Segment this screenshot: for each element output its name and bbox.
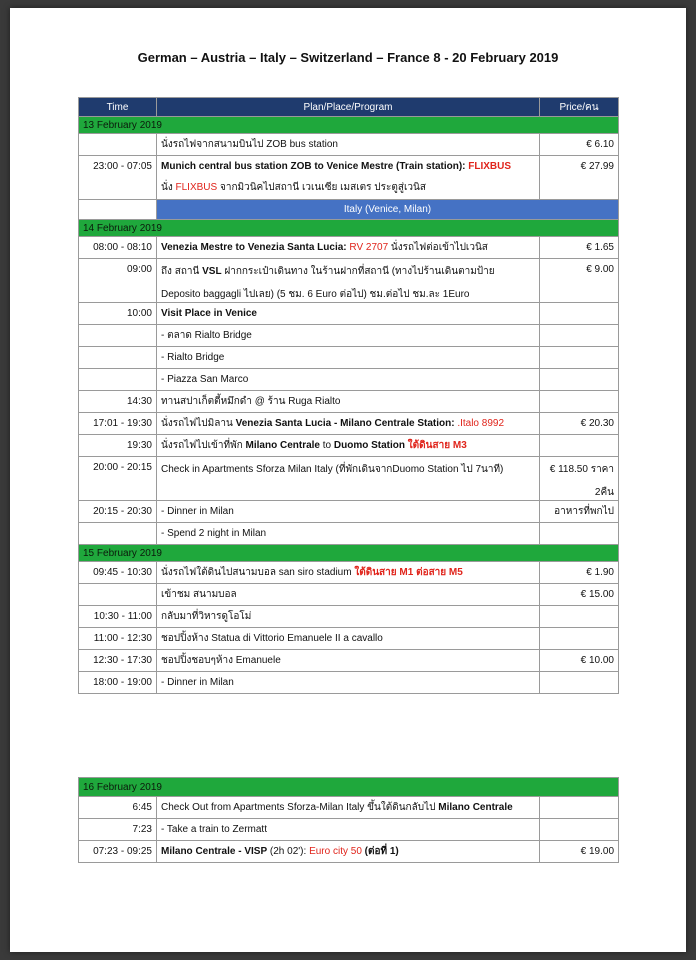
price-cell xyxy=(540,523,619,545)
plan-text: Deposito baggagli ไปเลย) (5 ชม. 6 Euro ต่อไป) ชม.ต่อไป ชม.ละ 1Euro xyxy=(161,289,470,300)
plan-text: Check Out from Apartments Sforza-Milan Italy ขึ้นใต้ดินกลับไป xyxy=(161,802,439,813)
time-cell xyxy=(79,584,157,606)
table-row xyxy=(79,841,619,863)
itinerary-table-continued xyxy=(78,777,619,863)
table-row xyxy=(79,584,619,606)
date-row xyxy=(79,778,619,797)
table-row xyxy=(79,606,619,628)
table-row xyxy=(79,501,619,523)
plan-cell: - Spend 2 night in Milan xyxy=(157,523,540,545)
table-row xyxy=(79,650,619,672)
plan-text: นั่ง xyxy=(161,182,176,193)
plan-text: Munich central bus station ZOB to Venice Mestre (Train station): xyxy=(161,161,469,172)
time-cell xyxy=(79,347,157,369)
plan-highlight: ใต้ดินสาย M3 xyxy=(407,440,467,451)
price-text: 2คืน xyxy=(594,487,614,498)
time-cell: 20:15 - 20:30 xyxy=(79,501,157,523)
price-cell xyxy=(540,457,619,501)
plan-cell: - Piazza San Marco xyxy=(157,369,540,391)
time-cell: 12:30 - 17:30 xyxy=(79,650,157,672)
region-spacer xyxy=(79,200,157,220)
price-cell xyxy=(540,628,619,650)
table-row xyxy=(79,413,619,435)
time-cell: 23:00 - 07:05 xyxy=(79,156,157,200)
date-label: 15 February 2019 xyxy=(79,545,619,562)
time-cell: 09:45 - 10:30 xyxy=(79,562,157,584)
plan-text: ฝากกระเป๋าเดินทาง ในร้านฝากที่สถานี (ทางไปร้านเดินตามป้าย xyxy=(221,266,495,277)
plan-cell: ชอปปิ้งห้าง Statua di Vittorio Emanuele II a cavallo xyxy=(157,628,540,650)
plan-cell: - Take a train to Zermatt xyxy=(157,819,540,841)
time-cell xyxy=(79,369,157,391)
table-row xyxy=(79,237,619,259)
plan-cell xyxy=(157,413,540,435)
time-cell: 10:00 xyxy=(79,303,157,325)
table-row xyxy=(79,156,619,200)
plan-cell xyxy=(157,237,540,259)
price-cell xyxy=(540,435,619,457)
plan-cell: - Dinner in Milan xyxy=(157,672,540,694)
plan-cell: เข้าชม สนามบอล xyxy=(157,584,540,606)
time-cell: 10:30 - 11:00 xyxy=(79,606,157,628)
price-cell xyxy=(540,797,619,819)
table-row xyxy=(79,562,619,584)
plan-cell: ชอปปิ้งชอบๆห้าง Emanuele xyxy=(157,650,540,672)
plan-cell: กลับมาที่วิหารดูโอโม่ xyxy=(157,606,540,628)
time-cell: 7:23 xyxy=(79,819,157,841)
plan-text: Milano Centrale - VISP xyxy=(161,846,268,857)
plan-text: VSL xyxy=(202,266,222,277)
price-cell: € 10.00 xyxy=(540,650,619,672)
time-cell: 11:00 - 12:30 xyxy=(79,628,157,650)
itinerary-table xyxy=(78,97,619,694)
table-row xyxy=(79,819,619,841)
price-cell xyxy=(540,347,619,369)
table-row xyxy=(79,134,619,156)
plan-highlight: FLIXBUS xyxy=(175,182,218,193)
price-cell: € 6.10 xyxy=(540,134,619,156)
price-cell: € 9.00 xyxy=(540,259,619,303)
table-row xyxy=(79,523,619,545)
table-row xyxy=(79,369,619,391)
table-row xyxy=(79,303,619,325)
plan-text: Venezia Mestre to Venezia Santa Lucia: xyxy=(161,242,350,253)
time-cell xyxy=(79,325,157,347)
plan-cell xyxy=(157,797,540,819)
plan-cell xyxy=(157,562,540,584)
price-cell: € 19.00 xyxy=(540,841,619,863)
table-row xyxy=(79,628,619,650)
plan-text: (2h 02'): xyxy=(267,846,310,857)
plan-highlight: ใต้ดินสาย M1 ต่อสาย M5 xyxy=(354,567,463,578)
price-cell: € 1.65 xyxy=(540,237,619,259)
plan-text: ถึง สถานี xyxy=(161,266,203,277)
price-cell xyxy=(540,369,619,391)
time-cell xyxy=(79,134,157,156)
price-cell: อาหารที่พกไป xyxy=(540,501,619,523)
header-time: Time xyxy=(79,98,157,117)
plan-highlight: FLIXBUS xyxy=(468,161,512,172)
plan-text: นั่งรถไฟต่อเข้าไปเวนิส xyxy=(388,242,488,253)
plan-cell xyxy=(157,841,540,863)
price-cell: € 20.30 xyxy=(540,413,619,435)
table-row xyxy=(79,391,619,413)
time-cell: 6:45 xyxy=(79,797,157,819)
table-row xyxy=(79,435,619,457)
plan-cell: - ตลาด Rialto Bridge xyxy=(157,325,540,347)
time-cell: 14:30 xyxy=(79,391,157,413)
time-cell: 08:00 - 08:10 xyxy=(79,237,157,259)
price-cell xyxy=(540,672,619,694)
price-cell: € 27.99 xyxy=(540,156,619,200)
date-row xyxy=(79,545,619,562)
plan-cell xyxy=(157,259,540,303)
plan-cell xyxy=(157,435,540,457)
plan-highlight: Euro city 50 xyxy=(309,846,362,857)
header-plan: Plan/Place/Program xyxy=(157,98,540,117)
plan-text: to xyxy=(320,440,334,451)
date-row xyxy=(79,220,619,237)
plan-cell: นั่งรถไฟจากสนามบินไป ZOB bus station xyxy=(157,134,540,156)
date-label: 14 February 2019 xyxy=(79,220,619,237)
plan-cell: - Dinner in Milan xyxy=(157,501,540,523)
header-price: Price/คน xyxy=(540,98,619,117)
plan-text: นั่งรถไฟใต้ดินไปสนามบอล san siro stadium xyxy=(161,567,355,578)
table-header-row xyxy=(79,98,619,117)
time-cell: 20:00 - 20:15 xyxy=(79,457,157,501)
time-cell: 17:01 - 19:30 xyxy=(79,413,157,435)
plan-text: จากมิวนิคไปสถานี เวเนเซีย เมสเตร ประตูสู่เวนิส xyxy=(217,182,426,193)
table-row xyxy=(79,259,619,303)
plan-highlight: RV 2707 xyxy=(349,242,389,253)
region-row xyxy=(79,200,619,220)
plan-cell: Check in Apartments Sforza Milan Italy (ที่พักเดินจากDuomo Station ไป 7นาที) xyxy=(157,457,540,501)
time-cell: 09:00 xyxy=(79,259,157,303)
table-row xyxy=(79,325,619,347)
date-row xyxy=(79,117,619,134)
plan-text: (ต่อที่ 1) xyxy=(361,846,399,857)
plan-text: Milano Centrale xyxy=(438,802,513,813)
plan-text: Venezia Santa Lucia - Milano Centrale Station: xyxy=(235,418,458,429)
time-cell: 18:00 - 19:00 xyxy=(79,672,157,694)
plan-cell xyxy=(157,156,540,200)
plan-text: นั่งรถไฟไปมิลาน xyxy=(161,418,236,429)
document-title: German – Austria – Italy – Switzerland – France 8 - 20 February 2019 xyxy=(137,50,559,65)
price-cell: € 1.90 xyxy=(540,562,619,584)
time-cell: 07:23 - 09:25 xyxy=(79,841,157,863)
price-cell xyxy=(540,391,619,413)
time-cell xyxy=(79,523,157,545)
plan-cell: Visit Place in Venice xyxy=(157,303,540,325)
table-row xyxy=(79,457,619,501)
plan-cell: ทานสปาเก็ตตี้หมึกดำ @ ร้าน Ruga Rialto xyxy=(157,391,540,413)
date-label: 16 February 2019 xyxy=(79,778,619,797)
price-cell xyxy=(540,325,619,347)
table-row xyxy=(79,797,619,819)
plan-text: Milano Centrale xyxy=(245,440,320,451)
plan-text: นั่งรถไฟไปเข้าที่พัก xyxy=(161,440,246,451)
price-cell xyxy=(540,606,619,628)
table-row xyxy=(79,347,619,369)
time-cell: 19:30 xyxy=(79,435,157,457)
price-cell: € 15.00 xyxy=(540,584,619,606)
table-row xyxy=(79,672,619,694)
plan-cell: - Rialto Bridge xyxy=(157,347,540,369)
plan-highlight: .Italo 8992 xyxy=(457,418,505,429)
date-label: 13 February 2019 xyxy=(79,117,619,134)
price-cell xyxy=(540,819,619,841)
plan-text: Duomo Station xyxy=(333,440,408,451)
price-cell xyxy=(540,303,619,325)
price-text: € 118.50 ราคา xyxy=(549,464,614,475)
region-label: Italy (Venice, Milan) xyxy=(157,200,619,220)
